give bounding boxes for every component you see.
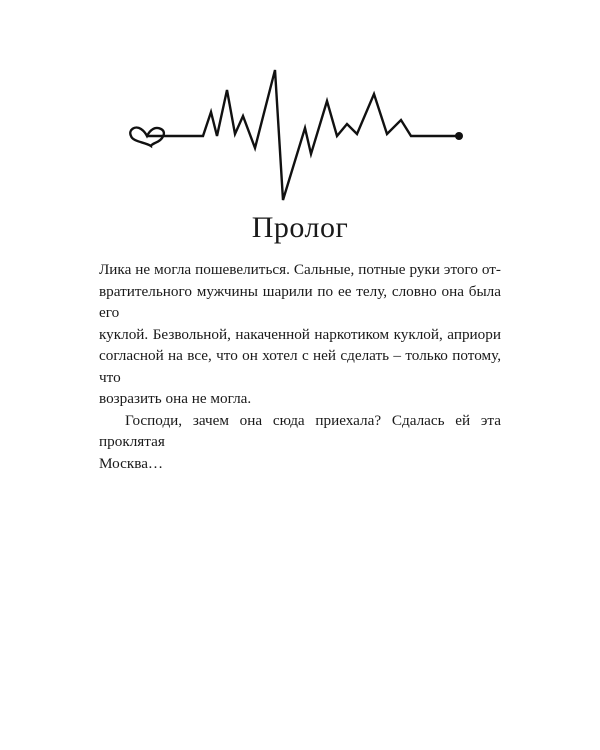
pulse-end-dot <box>455 132 463 140</box>
paragraph-1 <box>99 259 501 410</box>
text-line: Господи, зачем она сюда приехала? Сдалась ей эта проклятая <box>99 411 501 450</box>
text-line: куклой. Безвольной, накаченной наркотиком куклой, априори <box>99 325 501 343</box>
chapter-title: Пролог <box>251 211 349 244</box>
paragraph-2 <box>99 410 501 475</box>
pulse-line <box>147 70 457 200</box>
text-line: возразить она не могла. <box>99 390 252 407</box>
text-line: согласной на все, что он хотел с ней сделать – только потому, что <box>99 347 501 386</box>
text-line: вратительного мужчины шарили по ее телу, словно она была его <box>99 282 501 321</box>
chapter-body <box>99 259 501 474</box>
text-line: Москва… <box>99 454 164 472</box>
heartbeat-line-icon <box>125 64 470 206</box>
text-line: Лика не могла пошевелиться. Сальные, потные руки этого от- <box>99 261 501 278</box>
